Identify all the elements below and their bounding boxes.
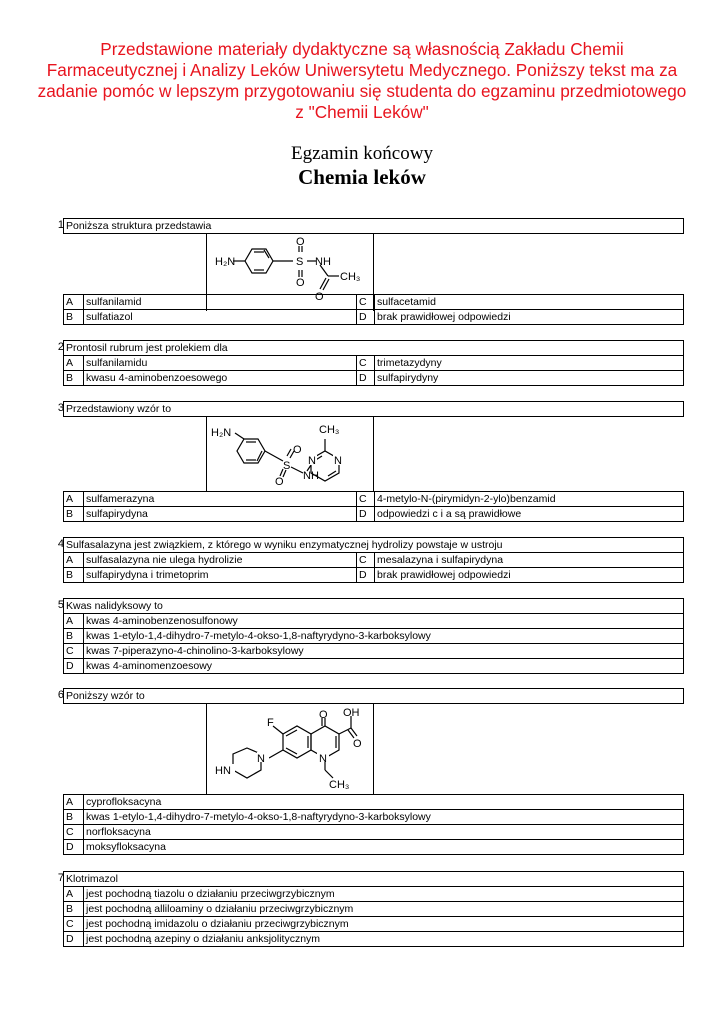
question-prompt	[63, 598, 684, 614]
option-letter: A	[66, 615, 74, 627]
answer-row	[63, 567, 684, 583]
option-letter: D	[66, 660, 74, 672]
answer-row	[63, 916, 684, 932]
structure-image	[206, 704, 374, 794]
option-letter: C	[356, 492, 376, 506]
option-text[interactable]: brak prawidłowej odpowiedzi	[374, 568, 683, 582]
option-letter: C	[66, 918, 74, 930]
option-text[interactable]: sulfanilamid	[83, 295, 356, 309]
option-letter: B	[66, 508, 74, 520]
option-text[interactable]: sulfasalazyna nie ulega hydrolizie	[83, 553, 356, 567]
oxygen-label: O	[315, 291, 324, 303]
answer-row	[63, 355, 684, 371]
option-text[interactable]: jest pochodną alliloaminy o działaniu przeciwgrzybicznym	[83, 902, 363, 916]
question-number: 6	[57, 689, 64, 701]
option-letter: B	[66, 372, 74, 384]
option-letter: D	[66, 841, 74, 853]
notice-line: Farmaceutycznej i Analizy Leków Uniwersytetu Medycznego. Poniższy tekst ma za	[46, 60, 678, 80]
sulfur-label: S	[296, 256, 304, 268]
exam-subtitle: Egzamin końcowy	[291, 143, 433, 164]
option-letter: B	[66, 630, 74, 642]
question-number: 2	[57, 341, 64, 353]
question-text: Poniższa struktura przedstawia	[66, 220, 212, 232]
nh-label: NH	[303, 470, 319, 482]
option-letter: A	[66, 888, 74, 900]
question-text: Przedstawiony wzór to	[66, 403, 172, 415]
option-text[interactable]: sulfacetamid	[374, 295, 683, 309]
option-text[interactable]: 4-metylo-N-(pirymidyn-2-ylo)benzamid	[374, 492, 683, 506]
answer-row	[63, 552, 684, 568]
question-prompt	[63, 218, 684, 234]
option-text[interactable]: sulfanilamidu	[83, 356, 356, 370]
fluorine-label: F	[267, 717, 274, 729]
option-letter: D	[356, 310, 376, 324]
answer-row	[63, 658, 684, 674]
answer-row	[63, 294, 684, 310]
answer-row	[63, 901, 684, 917]
option-letter: C	[66, 645, 74, 657]
option-letter: A	[66, 493, 74, 505]
notice-line: z "Chemii Leków"	[295, 102, 429, 122]
option-text[interactable]: sulfapirydyna	[83, 507, 356, 521]
answer-row	[63, 370, 684, 386]
option-letter: B	[66, 811, 74, 823]
option-text[interactable]: kwasu 4-aminobenzoesowego	[83, 371, 356, 385]
nitrogen-label: N	[257, 753, 265, 765]
answer-row	[63, 309, 684, 325]
ownership-notice	[30, 39, 694, 123]
option-text[interactable]: sulfamerazyna	[83, 492, 356, 506]
option-letter: D	[356, 371, 376, 385]
oh-label: OH	[343, 707, 360, 719]
answer-row	[63, 824, 684, 840]
option-letter: A	[66, 796, 74, 808]
option-letter: B	[66, 569, 74, 581]
ch3-label: CH₃	[319, 424, 340, 436]
option-letter: D	[356, 568, 376, 582]
answer-row	[63, 491, 684, 507]
sulfamerazine-structure	[207, 417, 373, 492]
exam-title: Chemia leków	[298, 165, 426, 189]
option-text[interactable]: brak prawidłowej odpowiedzi	[374, 310, 683, 324]
h2n-label: H₂N	[211, 427, 232, 439]
question-prompt	[63, 537, 684, 553]
nitrogen-label: N	[334, 455, 342, 467]
notice-line: zadanie pomóc w lepszym przygotowaniu się studenta do egzaminu przedmiotowego	[37, 81, 687, 101]
option-text[interactable]: trimetazydyny	[374, 356, 683, 370]
option-text[interactable]: jest pochodną azepiny o działaniu anksjolitycznym	[83, 932, 363, 946]
answer-row	[63, 506, 684, 522]
option-text[interactable]: kwas 1-etylo-1,4-dihydro-7-metylo-4-okso-1,8-naftyrydyno-3-karboksylowy	[83, 810, 683, 824]
structure-image	[206, 417, 374, 492]
ch3-label: CH₃	[340, 271, 361, 283]
question-prompt	[63, 340, 684, 356]
question-number: 5	[57, 599, 64, 611]
question-number: 4	[57, 538, 64, 550]
question-number: 7	[57, 872, 64, 884]
option-letter: A	[66, 554, 74, 566]
sulfur-label: S	[283, 460, 291, 472]
oxygen-label: O	[293, 444, 302, 456]
answer-row	[63, 613, 684, 629]
answer-row	[63, 809, 684, 825]
question-prompt	[63, 401, 684, 417]
oxygen-label: O	[296, 236, 305, 248]
option-letter: C	[66, 826, 74, 838]
option-letter: D	[356, 507, 376, 521]
question-number: 1	[57, 219, 64, 231]
option-text[interactable]: kwas 1-etylo-1,4-dihydro-7-metylo-4-okso-1,8-naftyrydyno-3-karboksylowy	[83, 629, 683, 643]
notice-line: Przedstawione materiały dydaktyczne są własnością Zakładu Chemii	[100, 39, 624, 59]
option-letter: C	[356, 295, 376, 309]
option-text[interactable]: kwas 7-piperazyno-4-chinolino-3-karboksylowy	[83, 644, 683, 658]
ch3-label: CH₃	[329, 779, 350, 791]
nitrogen-label: N	[319, 753, 327, 765]
option-text[interactable]: sulfapirydyny	[374, 371, 683, 385]
question-text: Prontosil rubrum jest prolekiem dla	[66, 342, 228, 354]
option-text[interactable]: norfloksacyna	[83, 825, 683, 839]
nh-label: NH	[315, 256, 331, 268]
option-text[interactable]: sulfapirydyna i trimetoprim	[83, 568, 356, 582]
answer-row	[63, 794, 684, 810]
answer-row	[63, 628, 684, 644]
nitrogen-label: N	[308, 455, 316, 467]
option-letter: C	[356, 553, 376, 567]
option-letter: D	[66, 933, 74, 945]
question-text: Poniższy wzór to	[66, 690, 145, 702]
oxygen-label: O	[296, 277, 305, 289]
option-text[interactable]: mesalazyna i sulfapirydyna	[374, 553, 683, 567]
option-letter: A	[66, 357, 74, 369]
option-text[interactable]: cyprofloksacyna	[83, 795, 683, 809]
answer-row	[63, 931, 684, 947]
oxygen-label: O	[319, 709, 328, 721]
question-text: Sulfasalazyna jest związkiem, z którego w wyniku enzymatycznej hydrolizy powstaje w ustroju	[66, 539, 503, 551]
h2n-label: H₂N	[215, 256, 236, 268]
option-letter: B	[66, 311, 74, 323]
option-letter: A	[66, 296, 74, 308]
option-letter: C	[356, 356, 376, 370]
option-letter: B	[66, 903, 74, 915]
option-text[interactable]: jest pochodną tiazolu o działaniu przeciwgrzybicznym	[83, 887, 363, 901]
option-text[interactable]: kwas 4-aminobenzenosulfonowy	[83, 614, 683, 628]
oxygen-label: O	[275, 476, 284, 488]
option-text[interactable]: jest pochodną imidazolu o działaniu przeciwgrzybicznym	[83, 917, 363, 931]
oxygen-label: O	[353, 738, 362, 750]
question-prompt	[63, 871, 684, 887]
question-text: Kwas nalidyksowy to	[66, 600, 163, 612]
answer-row	[63, 839, 684, 855]
answer-row	[63, 886, 684, 902]
norfloxacin-structure	[207, 704, 373, 794]
option-text[interactable]: moksyfloksacyna	[83, 840, 683, 854]
option-text[interactable]: odpowiedzi c i a są prawidłowe	[374, 507, 683, 521]
hn-label: HN	[215, 765, 231, 777]
question-text: Klotrimazol	[66, 873, 118, 885]
answer-row	[63, 643, 684, 659]
option-text[interactable]: sulfatiazol	[83, 310, 356, 324]
question-number: 3	[57, 402, 64, 414]
question-prompt	[63, 688, 684, 704]
option-text[interactable]: kwas 4-aminomenzoesowy	[83, 659, 683, 673]
